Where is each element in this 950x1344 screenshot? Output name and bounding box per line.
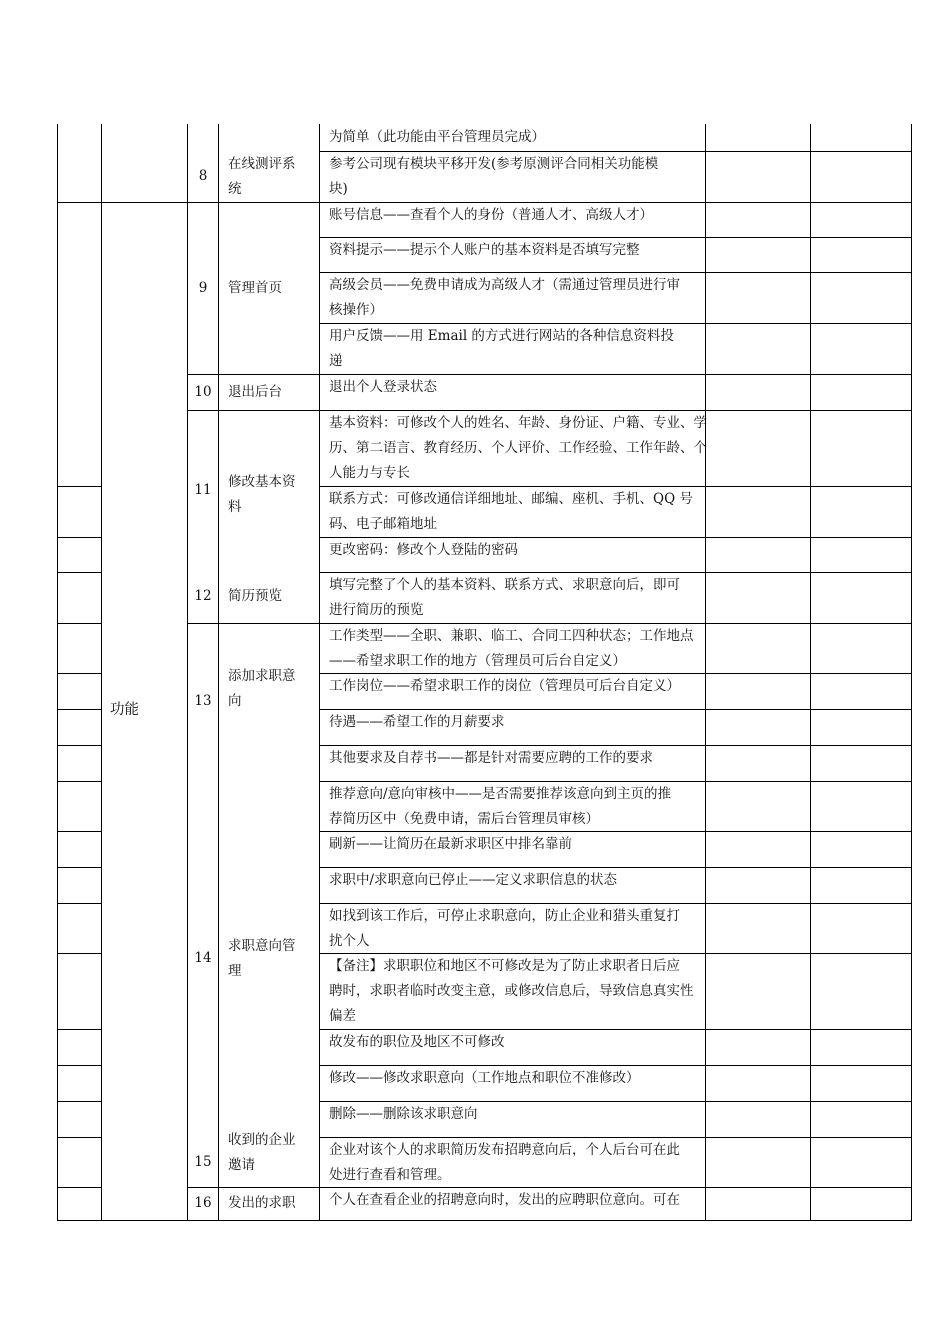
feature-description: 待遇——希望工作的月薪要求 bbox=[329, 714, 505, 730]
index-col-rule-12 bbox=[57, 953, 101, 954]
item-number: 12 bbox=[194, 588, 212, 604]
index-col-rule-16 bbox=[57, 1137, 101, 1138]
feature-description: 高级会员——免费申请成为高级人才（需通过管理员进行审 bbox=[329, 277, 680, 293]
feature-description: 荐简历区中（免费申请，需后台管理员审核） bbox=[329, 811, 599, 827]
item-name: 简历预览 bbox=[228, 588, 282, 604]
index-col-rule-14 bbox=[57, 1065, 101, 1066]
index-col-rule-4 bbox=[57, 623, 101, 624]
vertical-rule-3 bbox=[218, 124, 219, 1221]
item-name: 修改基本资 bbox=[228, 474, 296, 490]
vertical-rule-1 bbox=[101, 124, 102, 1221]
feature-description: ——希望求职工作的地方（管理员可后台自定义） bbox=[329, 653, 626, 669]
item-col-rule-1 bbox=[187, 374, 319, 375]
item-number: 14 bbox=[194, 950, 212, 966]
feature-description: 递 bbox=[329, 353, 343, 369]
feature-description: 偏差 bbox=[329, 1008, 356, 1024]
feature-description: 处进行查看和管理。 bbox=[329, 1167, 451, 1183]
index-col-rule-3 bbox=[57, 572, 101, 573]
feature-description: 联系方式：可修改通信详细地址、邮编、座机、手机、QQ 号 bbox=[329, 491, 693, 507]
feature-description: 填写完整了个人的基本资料、联系方式、求职意向后，即可 bbox=[329, 577, 680, 593]
feature-description: 推荐意向/意向审核中——是否需要推荐该意向到主页的推 bbox=[329, 786, 672, 802]
item-name: 求职意向管 bbox=[228, 938, 296, 954]
item-number: 8 bbox=[198, 168, 208, 184]
item-number: 9 bbox=[198, 280, 208, 296]
item-number: 11 bbox=[194, 482, 212, 498]
feature-description: 核操作） bbox=[329, 302, 383, 318]
item-name: 添加求职意 bbox=[228, 668, 296, 684]
index-col-rule-2 bbox=[57, 537, 101, 538]
index-col-rule-1 bbox=[57, 486, 101, 487]
feature-description: 账号信息——查看个人的身份（普通人才、高级人才） bbox=[329, 207, 653, 223]
item-name: 退出后台 bbox=[228, 384, 282, 400]
num-col-rule-extra bbox=[187, 410, 218, 411]
feature-description: 故发布的职位及地区不可修改 bbox=[329, 1034, 505, 1050]
feature-description: 其他要求及自荐书——都是针对需要应聘的工作的要求 bbox=[329, 750, 653, 766]
feature-description: 如找到该工作后，可停止求职意向，防止企业和猎头重复打 bbox=[329, 908, 680, 924]
item-col-rule-4 bbox=[187, 1187, 319, 1188]
feature-description: 工作类型——全职、兼职、临工、合同工四种状态；工作地点 bbox=[329, 628, 694, 644]
feature-description: 用户反馈——用 Email 的方式进行网站的各种信息资料投 bbox=[329, 328, 674, 344]
item-number: 15 bbox=[194, 1154, 212, 1170]
feature-description: 人能力与专长 bbox=[329, 465, 410, 481]
feature-description: 个人在查看企业的招聘意向时，发出的应聘职位意向。可在 bbox=[329, 1192, 680, 1208]
item-name: 收到的企业 bbox=[228, 1132, 296, 1148]
feature-description: 更改密码：修改个人登陆的密码 bbox=[329, 542, 518, 558]
vertical-rule-7 bbox=[911, 124, 912, 1221]
index-col-rule-10 bbox=[57, 867, 101, 868]
item-number: 13 bbox=[194, 693, 212, 709]
item-col-rule-3 bbox=[187, 623, 319, 624]
feature-description: 修改——修改求职意向（工作地点和职位不准修改） bbox=[329, 1070, 640, 1086]
category-label: 功能 bbox=[110, 702, 139, 718]
feature-description: 刷新——让简历在最新求职区中排名靠前 bbox=[329, 836, 572, 852]
feature-description: 退出个人登录状态 bbox=[329, 379, 437, 395]
feature-description: 参考公司现有模块平移开发(参考原测评合同相关功能模 bbox=[329, 156, 659, 172]
feature-description: 聘时，求职者临时改变主意，或修改信息后，导致信息真实性 bbox=[329, 983, 694, 999]
item-name: 料 bbox=[228, 499, 242, 515]
feature-description: 企业对该个人的求职简历发布招聘意向后，个人后台可在此 bbox=[329, 1142, 680, 1158]
feature-description: 求职中/求职意向已停止——定义求职信息的状态 bbox=[329, 872, 618, 888]
category-col-rule bbox=[101, 202, 187, 203]
item-name: 管理首页 bbox=[228, 280, 282, 296]
index-col-rule-17 bbox=[57, 1187, 101, 1188]
index-col-rule-15 bbox=[57, 1101, 101, 1102]
index-col-rule-11 bbox=[57, 903, 101, 904]
feature-description: 【备注】求职职位和地区不可修改是为了防止求职者日后应 bbox=[329, 958, 680, 974]
index-col-rule-5 bbox=[57, 673, 101, 674]
item-name: 理 bbox=[228, 963, 242, 979]
feature-description: 基本资料：可修改个人的姓名、年龄、身份证、户籍、专业、学 bbox=[329, 415, 707, 431]
feature-description: 扰个人 bbox=[329, 933, 370, 949]
feature-description: 进行简历的预览 bbox=[329, 602, 424, 618]
item-name: 发出的求职 bbox=[228, 1195, 296, 1211]
index-col-rule-7 bbox=[57, 745, 101, 746]
index-col-rule-8 bbox=[57, 781, 101, 782]
feature-description: 工作岗位——希望求职工作的岗位（管理员可后台自定义） bbox=[329, 678, 680, 694]
index-col-rule-6 bbox=[57, 709, 101, 710]
item-number: 16 bbox=[194, 1195, 212, 1211]
index-col-rule-0 bbox=[57, 202, 101, 203]
index-col-rule-9 bbox=[57, 831, 101, 832]
feature-description: 历、第二语言、教育经历、个人评价、工作经验、工作年龄、个 bbox=[329, 440, 707, 456]
item-name: 向 bbox=[228, 693, 242, 709]
feature-description: 为简单（此功能由平台管理员完成） bbox=[329, 129, 545, 145]
feature-description: 码、电子邮箱地址 bbox=[329, 516, 437, 532]
item-name: 在线测评系 bbox=[228, 156, 296, 172]
item-name: 统 bbox=[228, 181, 242, 197]
item-number: 10 bbox=[194, 384, 212, 400]
feature-description: 块) bbox=[329, 181, 348, 197]
index-col-rule-13 bbox=[57, 1029, 101, 1030]
bottom-rule bbox=[57, 1220, 912, 1221]
feature-description: 删除——删除该求职意向 bbox=[329, 1106, 478, 1122]
item-name: 邀请 bbox=[228, 1157, 255, 1173]
feature-description: 资料提示——提示个人账户的基本资料是否填写完整 bbox=[329, 242, 640, 258]
item-col-rule-0 bbox=[187, 202, 319, 203]
